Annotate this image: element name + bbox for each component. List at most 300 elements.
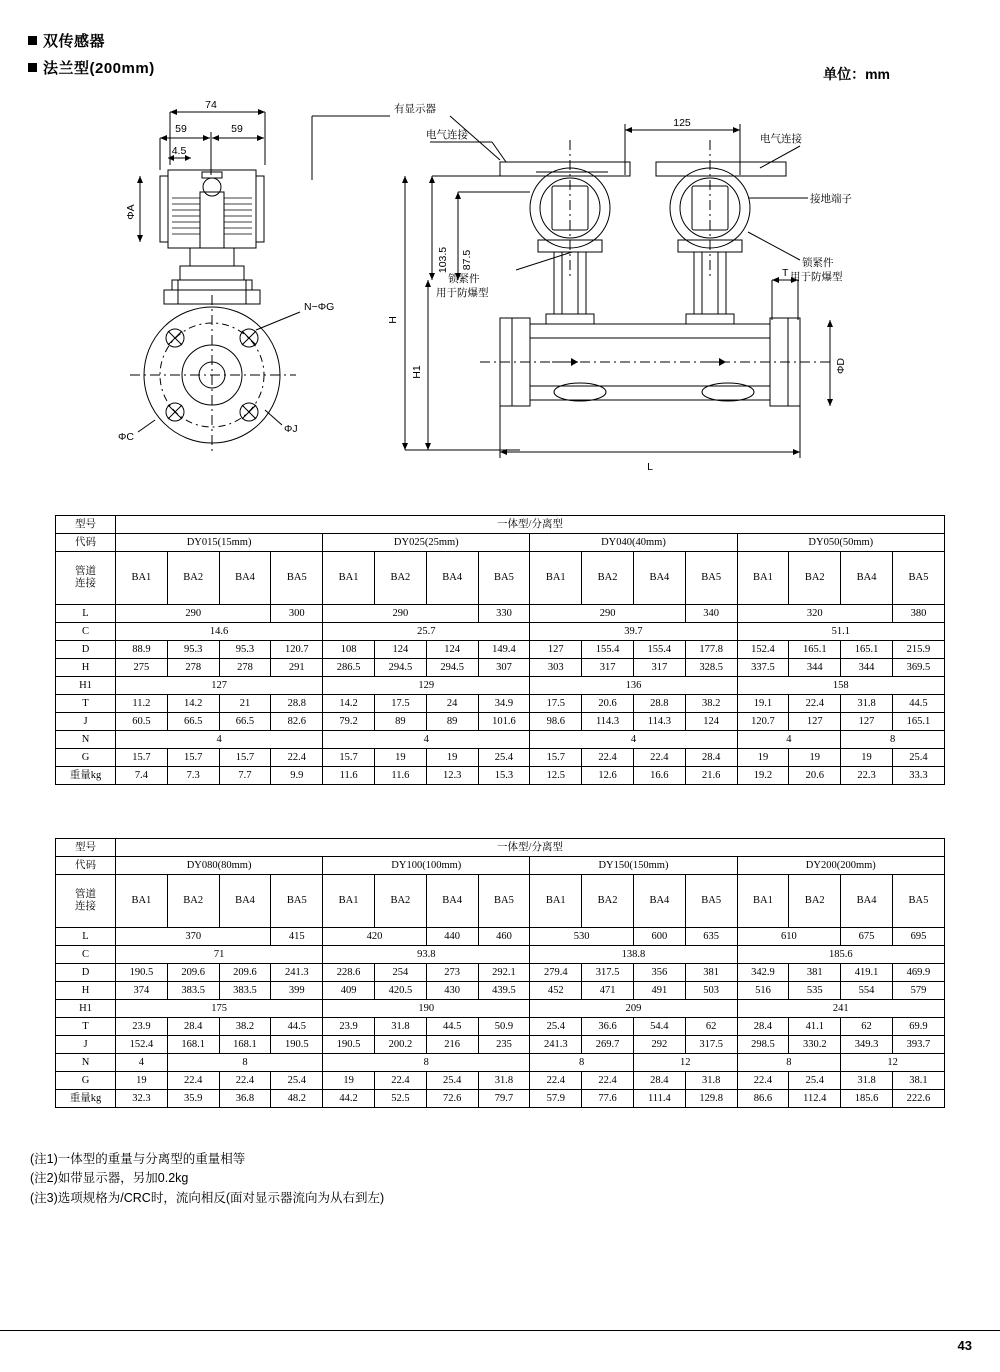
bullet-square-icon: [28, 63, 37, 72]
t1-G-4: 15.7: [323, 749, 375, 767]
t1-ba-7: BA5: [478, 552, 530, 605]
header-line-1: [28, 30, 155, 51]
t2-N-5: 8: [737, 1054, 841, 1072]
t1-T-label: T: [56, 695, 116, 713]
t1-code-1: DY025(25mm): [323, 534, 530, 552]
t2-G-15: 38.1: [892, 1072, 944, 1090]
t2-D-9: 317.5: [582, 964, 634, 982]
t2-J-4: 190.5: [323, 1036, 375, 1054]
spec-table-2: [55, 838, 945, 1108]
t1-code-2: DY040(40mm): [530, 534, 737, 552]
t2-T-15: 69.9: [892, 1018, 944, 1036]
t2-W-6: 72.6: [426, 1090, 478, 1108]
t2-W-10: 111.4: [633, 1090, 685, 1108]
t1-W-4: 11.6: [323, 767, 375, 785]
t2-code-1: DY100(100mm): [323, 857, 530, 875]
t1-ba-0: BA1: [116, 552, 168, 605]
t1-W-14: 22.3: [841, 767, 893, 785]
table-row: [56, 946, 945, 964]
t2-G-2: 22.4: [219, 1072, 271, 1090]
t1-ba-15: BA5: [892, 552, 944, 605]
t1-J-1: 66.5: [167, 713, 219, 731]
t2-H-5: 420.5: [374, 982, 426, 1000]
t1-ba-14: BA4: [841, 552, 893, 605]
t2-N-2: 8: [323, 1054, 530, 1072]
t2-L-9: 675: [841, 928, 893, 946]
t2-T-14: 62: [841, 1018, 893, 1036]
t1-G-label: G: [56, 749, 116, 767]
t1-W-7: 15.3: [478, 767, 530, 785]
t1-ba-4: BA1: [323, 552, 375, 605]
t1-D-13: 165.1: [789, 641, 841, 659]
dim-1035-label: 103.5: [437, 246, 449, 274]
label-lock-left2: 用于防爆型: [436, 287, 489, 299]
t2-J-1: 168.1: [167, 1036, 219, 1054]
t1-J-9: 114.3: [582, 713, 634, 731]
t2-T-11: 62: [685, 1018, 737, 1036]
t2-W-0: 32.3: [116, 1090, 168, 1108]
t1-J-8: 98.6: [530, 713, 582, 731]
t2-C-2: 138.8: [530, 946, 737, 964]
t1-code-label: 代码: [56, 534, 116, 552]
t1-D-7: 149.4: [478, 641, 530, 659]
t2-ba-15: BA5: [892, 875, 944, 928]
t1-ba-12: BA1: [737, 552, 789, 605]
dim-T-label: T: [782, 267, 789, 279]
table-row: [56, 982, 945, 1000]
t2-pipe-label-1: 管道: [75, 889, 96, 901]
t1-D-3: 120.7: [271, 641, 323, 659]
t1-C-1: 25.7: [323, 623, 530, 641]
t2-ba-12: BA1: [737, 875, 789, 928]
t1-C-0: 14.6: [116, 623, 323, 641]
label-lock-right2: 用于防爆型: [790, 271, 843, 283]
t1-J-0: 60.5: [116, 713, 168, 731]
t2-ba-6: BA4: [426, 875, 478, 928]
t2-ba-2: BA4: [219, 875, 271, 928]
note-2: (注2)如带显示器，另加0.2kg: [30, 1171, 189, 1186]
section-header: [28, 30, 155, 84]
table-row: [56, 839, 945, 857]
t2-G-7: 31.8: [478, 1072, 530, 1090]
t2-H1-label: H1: [56, 1000, 116, 1018]
label-lock-right: 锁紧件: [802, 257, 834, 269]
t1-G-11: 28.4: [685, 749, 737, 767]
t2-L-8: 610: [737, 928, 841, 946]
t1-J-13: 127: [789, 713, 841, 731]
t1-W-8: 12.5: [530, 767, 582, 785]
t1-T-6: 24: [426, 695, 478, 713]
t2-W-4: 44.2: [323, 1090, 375, 1108]
t1-L-1: 300: [271, 605, 323, 623]
t1-W-2: 7.7: [219, 767, 271, 785]
table-row: [56, 928, 945, 946]
t1-J-12: 120.7: [737, 713, 789, 731]
t2-C-0: 71: [116, 946, 323, 964]
t2-J-3: 190.5: [271, 1036, 323, 1054]
t2-H-0: 374: [116, 982, 168, 1000]
label-elec-left: 电气连接: [426, 129, 468, 141]
table-row: [56, 623, 945, 641]
t2-J-5: 200.2: [374, 1036, 426, 1054]
t2-D-14: 419.1: [841, 964, 893, 982]
t2-code-0: DY080(80mm): [116, 857, 323, 875]
t2-J-10: 292: [633, 1036, 685, 1054]
dim-875-label: 87.5: [461, 249, 473, 271]
t1-H-3: 291: [271, 659, 323, 677]
t1-H-5: 294.5: [374, 659, 426, 677]
t1-W-15: 33.3: [892, 767, 944, 785]
note-1: (注1)一体型的重量与分离型的重量相等: [30, 1152, 246, 1166]
t1-D-2: 95.3: [219, 641, 271, 659]
t2-J-2: 168.1: [219, 1036, 271, 1054]
t1-G-13: 19: [789, 749, 841, 767]
t2-J-9: 269.7: [582, 1036, 634, 1054]
t1-W-1: 7.3: [167, 767, 219, 785]
t2-H-2: 383.5: [219, 982, 271, 1000]
t1-ba-5: BA2: [374, 552, 426, 605]
t2-W-3: 48.2: [271, 1090, 323, 1108]
t2-W-label: 重量kg: [56, 1090, 116, 1108]
t2-D-7: 292.1: [478, 964, 530, 982]
t2-G-0: 19: [116, 1072, 168, 1090]
t2-D-13: 381: [789, 964, 841, 982]
t1-ba-2: BA4: [219, 552, 271, 605]
t2-D-6: 273: [426, 964, 478, 982]
t2-W-2: 36.8: [219, 1090, 271, 1108]
page-number: 43: [957, 1338, 972, 1353]
label-elec-right: 电气连接: [760, 133, 802, 145]
t2-D-11: 381: [685, 964, 737, 982]
t1-T-9: 20.6: [582, 695, 634, 713]
t2-code-2: DY150(150mm): [530, 857, 737, 875]
t2-H1-2: 209: [530, 1000, 737, 1018]
t1-J-2: 66.5: [219, 713, 271, 731]
dim-nphig-label: N−ΦG: [304, 301, 335, 313]
t2-N-1: 8: [167, 1054, 322, 1072]
t1-D-1: 95.3: [167, 641, 219, 659]
table-row: [56, 731, 945, 749]
t2-T-label: T: [56, 1018, 116, 1036]
table-row: [56, 1036, 945, 1054]
table-row: [56, 1018, 945, 1036]
t1-pipe-label-2: 连接: [75, 578, 96, 589]
t2-ba-13: BA2: [789, 875, 841, 928]
t2-D-1: 209.6: [167, 964, 219, 982]
t1-model-value: 一体型/分离型: [116, 516, 945, 534]
t2-T-2: 38.2: [219, 1018, 271, 1036]
t1-T-7: 34.9: [478, 695, 530, 713]
table2-body: [56, 839, 945, 1108]
t2-G-5: 22.4: [374, 1072, 426, 1090]
t2-H1-0: 175: [116, 1000, 323, 1018]
t2-L-6: 600: [633, 928, 685, 946]
t2-T-0: 23.9: [116, 1018, 168, 1036]
t1-H-11: 328.5: [685, 659, 737, 677]
t2-G-label: G: [56, 1072, 116, 1090]
t2-L-label: L: [56, 928, 116, 946]
t1-C-label: C: [56, 623, 116, 641]
table-row: [56, 857, 945, 875]
label-display: 有显示器: [394, 103, 436, 115]
t2-D-10: 356: [633, 964, 685, 982]
t2-H-3: 399: [271, 982, 323, 1000]
t1-H-13: 344: [789, 659, 841, 677]
t1-N-3: 4: [737, 731, 841, 749]
t2-G-13: 25.4: [789, 1072, 841, 1090]
t2-ba-3: BA5: [271, 875, 323, 928]
t1-ba-13: BA2: [789, 552, 841, 605]
t1-J-11: 124: [685, 713, 737, 731]
t2-H-15: 579: [892, 982, 944, 1000]
t2-J-14: 349.3: [841, 1036, 893, 1054]
dim-59b-label: 59: [231, 123, 243, 135]
t1-pipe-label-1: 管道: [75, 566, 96, 578]
bullet-square-icon: [28, 36, 37, 45]
t2-D-label: D: [56, 964, 116, 982]
t2-J-13: 330.2: [789, 1036, 841, 1054]
t1-code-3: DY050(50mm): [737, 534, 944, 552]
t1-H1-1: 129: [323, 677, 530, 695]
t1-L-7: 380: [892, 605, 944, 623]
t2-J-11: 317.5: [685, 1036, 737, 1054]
t2-N-3: 8: [530, 1054, 634, 1072]
t1-J-7: 101.6: [478, 713, 530, 731]
t2-C-1: 93.8: [323, 946, 530, 964]
t1-W-label: 重量kg: [56, 767, 116, 785]
t2-G-6: 25.4: [426, 1072, 478, 1090]
t2-pipe-label: [56, 875, 116, 928]
table-row: [56, 605, 945, 623]
t2-N-0: 4: [116, 1054, 168, 1072]
t2-H-13: 535: [789, 982, 841, 1000]
t2-D-15: 469.9: [892, 964, 944, 982]
t1-J-6: 89: [426, 713, 478, 731]
t1-H-4: 286.5: [323, 659, 375, 677]
t1-C-2: 39.7: [530, 623, 737, 641]
table-row: [56, 713, 945, 731]
t2-L-10: 695: [892, 928, 944, 946]
t2-pipe-label-2: 连接: [75, 901, 96, 912]
t2-H-11: 503: [685, 982, 737, 1000]
t1-H-2: 278: [219, 659, 271, 677]
t1-L-5: 340: [685, 605, 737, 623]
dim-H1-label: H1: [411, 365, 423, 379]
t1-G-12: 19: [737, 749, 789, 767]
t2-J-0: 152.4: [116, 1036, 168, 1054]
t1-N-2: 4: [530, 731, 737, 749]
t2-W-12: 86.6: [737, 1090, 789, 1108]
t2-T-13: 41.1: [789, 1018, 841, 1036]
t2-H-10: 491: [633, 982, 685, 1000]
notes-block: [30, 1150, 384, 1208]
t2-H-6: 430: [426, 982, 478, 1000]
t1-L-4: 290: [530, 605, 685, 623]
t1-D-0: 88.9: [116, 641, 168, 659]
t2-H-7: 439.5: [478, 982, 530, 1000]
t2-ba-8: BA1: [530, 875, 582, 928]
t1-L-0: 290: [116, 605, 271, 623]
t2-T-6: 44.5: [426, 1018, 478, 1036]
table-row: [56, 767, 945, 785]
t1-H1-2: 136: [530, 677, 737, 695]
t2-L-2: 420: [323, 928, 427, 946]
dim-H-label: H: [387, 316, 399, 324]
t2-J-8: 241.3: [530, 1036, 582, 1054]
t2-ba-0: BA1: [116, 875, 168, 928]
t1-L-6: 320: [737, 605, 892, 623]
t1-D-12: 152.4: [737, 641, 789, 659]
t2-L-4: 460: [478, 928, 530, 946]
t2-H-4: 409: [323, 982, 375, 1000]
header-title-1: 双传感器: [43, 33, 106, 50]
t2-D-2: 209.6: [219, 964, 271, 982]
t2-H-9: 471: [582, 982, 634, 1000]
table-row: [56, 552, 945, 605]
t2-J-7: 235: [478, 1036, 530, 1054]
t2-T-7: 50.9: [478, 1018, 530, 1036]
t2-H-label: H: [56, 982, 116, 1000]
t1-D-10: 155.4: [633, 641, 685, 659]
t1-D-8: 127: [530, 641, 582, 659]
table-row: [56, 516, 945, 534]
t1-D-11: 177.8: [685, 641, 737, 659]
t1-H-0: 275: [116, 659, 168, 677]
t1-N-4: 8: [841, 731, 945, 749]
t1-W-5: 11.6: [374, 767, 426, 785]
t1-G-8: 15.7: [530, 749, 582, 767]
t2-ba-4: BA1: [323, 875, 375, 928]
t1-ba-10: BA4: [633, 552, 685, 605]
t1-H-9: 317: [582, 659, 634, 677]
t1-N-label: N: [56, 731, 116, 749]
t2-W-14: 185.6: [841, 1090, 893, 1108]
t1-G-3: 22.4: [271, 749, 323, 767]
t1-J-3: 82.6: [271, 713, 323, 731]
t1-J-label: J: [56, 713, 116, 731]
label-lock-left: 锁紧件: [448, 273, 480, 285]
table-row: [56, 964, 945, 982]
table-row: [56, 1090, 945, 1108]
t1-J-4: 79.2: [323, 713, 375, 731]
t1-T-0: 11.2: [116, 695, 168, 713]
t2-W-8: 57.9: [530, 1090, 582, 1108]
t2-G-9: 22.4: [582, 1072, 634, 1090]
t2-H-12: 516: [737, 982, 789, 1000]
header-title-2: 法兰型(200mm): [43, 60, 155, 77]
t1-W-3: 9.9: [271, 767, 323, 785]
t1-H-14: 344: [841, 659, 893, 677]
t2-ba-5: BA2: [374, 875, 426, 928]
t1-T-5: 17.5: [374, 695, 426, 713]
t1-N-1: 4: [323, 731, 530, 749]
t1-ba-9: BA2: [582, 552, 634, 605]
t1-G-10: 22.4: [633, 749, 685, 767]
t1-W-11: 21.6: [685, 767, 737, 785]
dim-L-label: L: [647, 461, 653, 473]
t1-ba-8: BA1: [530, 552, 582, 605]
t2-G-1: 22.4: [167, 1072, 219, 1090]
table-row: [56, 1072, 945, 1090]
t1-D-15: 215.9: [892, 641, 944, 659]
t2-ba-14: BA4: [841, 875, 893, 928]
t2-L-1: 415: [271, 928, 323, 946]
t1-D-9: 155.4: [582, 641, 634, 659]
dim-phiC-label: ΦC: [118, 431, 134, 443]
t2-W-11: 129.8: [685, 1090, 737, 1108]
t1-H-7: 307: [478, 659, 530, 677]
t1-J-14: 127: [841, 713, 893, 731]
t1-T-14: 31.8: [841, 695, 893, 713]
t2-G-4: 19: [323, 1072, 375, 1090]
t1-L-2: 290: [323, 605, 478, 623]
t1-code-0: DY015(15mm): [116, 534, 323, 552]
t1-J-15: 165.1: [892, 713, 944, 731]
t1-ba-6: BA4: [426, 552, 478, 605]
t1-H1-3: 158: [737, 677, 944, 695]
t1-D-5: 124: [374, 641, 426, 659]
t1-G-7: 25.4: [478, 749, 530, 767]
t1-D-label: D: [56, 641, 116, 659]
t1-H-1: 278: [167, 659, 219, 677]
table-row: [56, 659, 945, 677]
t2-W-15: 222.6: [892, 1090, 944, 1108]
t2-N-4: 12: [633, 1054, 737, 1072]
t1-model-label: 型号: [56, 516, 116, 534]
t2-H-1: 383.5: [167, 982, 219, 1000]
t2-T-8: 25.4: [530, 1018, 582, 1036]
label-ground: 接地端子: [810, 193, 852, 205]
t1-G-0: 15.7: [116, 749, 168, 767]
t1-N-0: 4: [116, 731, 323, 749]
t2-T-3: 44.5: [271, 1018, 323, 1036]
t1-pipe-label: [56, 552, 116, 605]
t2-G-11: 31.8: [685, 1072, 737, 1090]
dim-45-label: 4.5: [171, 145, 187, 157]
dim-125-label: 125: [673, 117, 691, 129]
t1-L-3: 330: [478, 605, 530, 623]
table-row: [56, 677, 945, 695]
t2-D-12: 342.9: [737, 964, 789, 982]
t2-W-13: 112.4: [789, 1090, 841, 1108]
t2-L-7: 635: [685, 928, 737, 946]
table-row: [56, 875, 945, 928]
t1-C-3: 51.1: [737, 623, 944, 641]
spec-table-1: [55, 515, 945, 785]
t1-J-10: 114.3: [633, 713, 685, 731]
t1-W-9: 12.6: [582, 767, 634, 785]
t1-H-12: 337.5: [737, 659, 789, 677]
t1-ba-11: BA5: [685, 552, 737, 605]
t2-J-label: J: [56, 1036, 116, 1054]
t2-ba-9: BA2: [582, 875, 634, 928]
t1-G-6: 19: [426, 749, 478, 767]
drawing-svg: [60, 80, 940, 490]
t2-D-8: 279.4: [530, 964, 582, 982]
t1-T-15: 44.5: [892, 695, 944, 713]
t2-model-value: 一体型/分离型: [116, 839, 945, 857]
t1-H-6: 294.5: [426, 659, 478, 677]
t1-T-10: 28.8: [633, 695, 685, 713]
t2-C-label: C: [56, 946, 116, 964]
t1-W-6: 12.3: [426, 767, 478, 785]
t1-H-15: 369.5: [892, 659, 944, 677]
t1-D-4: 108: [323, 641, 375, 659]
t2-T-1: 28.4: [167, 1018, 219, 1036]
dim-phiD-label: ΦD: [835, 358, 847, 374]
t1-H-label: H: [56, 659, 116, 677]
t2-D-4: 228.6: [323, 964, 375, 982]
